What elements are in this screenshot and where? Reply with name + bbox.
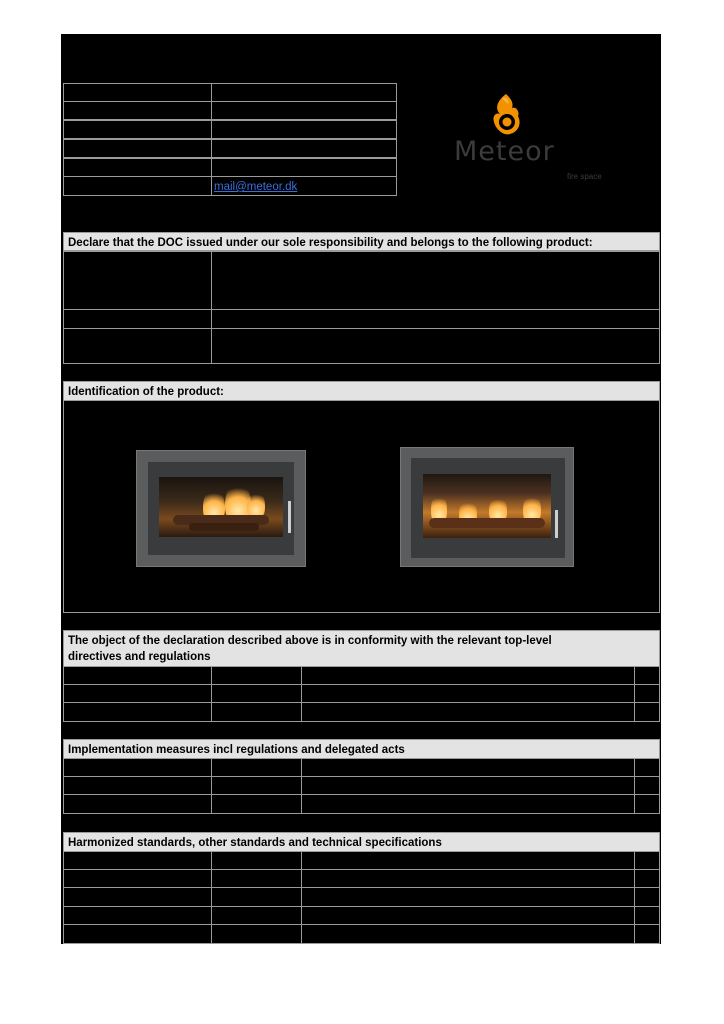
harmonized-row-5-col-4 (634, 924, 660, 944)
harmonized-row-1-col-2 (211, 851, 302, 870)
info-label-cell-6 (63, 176, 212, 196)
implementation-row-3-col-1 (63, 794, 212, 814)
harmonized-row-5-col-2 (211, 924, 302, 944)
implementation-row-3-col-4 (634, 794, 660, 814)
implementation-row-1-col-3 (301, 758, 635, 777)
info-label-cell-4 (63, 139, 212, 158)
logo-tagline: fire space (567, 172, 602, 181)
info-label-cell-1 (63, 83, 212, 102)
harmonized-row-5-col-1 (63, 924, 212, 944)
harmonized-row-3-col-2 (211, 887, 302, 907)
conformity-row-2-col-1 (63, 684, 212, 703)
email-link[interactable]: mail@meteor.dk (214, 181, 298, 193)
declaration-document (61, 34, 661, 944)
info-value-cell-4 (211, 139, 397, 158)
logo-brand-text: Meteor (454, 136, 555, 167)
harmonized-row-3-col-3 (301, 887, 635, 907)
conformity-row-1-col-3 (301, 666, 635, 685)
info-value-cell-3 (211, 120, 397, 139)
info-label-cell-3 (63, 120, 212, 139)
product-label-cell-3 (63, 328, 212, 364)
conformity-row-3-col-2 (211, 702, 302, 722)
product-value-cell-2 (211, 309, 660, 329)
harmonized-row-4-col-1 (63, 906, 212, 925)
implementation-section-header: Implementation measures incl regulations and delegated acts (63, 739, 660, 759)
harmonized-row-1-col-4 (634, 851, 660, 870)
conformity-row-1-col-4 (634, 666, 660, 685)
info-label-cell-2 (63, 101, 212, 120)
implementation-row-2-col-3 (301, 776, 635, 795)
implementation-row-2-col-1 (63, 776, 212, 795)
conformity-row-3-col-1 (63, 702, 212, 722)
identification-section-header: Identification of the product: (63, 381, 660, 401)
conformity-row-1-col-1 (63, 666, 212, 685)
info-label-cell-5 (63, 158, 212, 177)
implementation-row-2-col-2 (211, 776, 302, 795)
conformity-row-3-col-4 (634, 702, 660, 722)
flame-logo-icon (476, 90, 536, 138)
conformity-row-2-col-3 (301, 684, 635, 703)
harmonized-row-4-col-3 (301, 906, 635, 925)
conformity-section-header (63, 630, 660, 667)
stove-image-left (136, 450, 306, 567)
conformity-header-line1: The object of the declaration described above is in conformity with the relevant top-level (68, 635, 552, 647)
implementation-row-1-col-1 (63, 758, 212, 777)
stove-image-right (400, 447, 574, 567)
harmonized-row-2-col-1 (63, 869, 212, 888)
implementation-row-3-col-3 (301, 794, 635, 814)
implementation-row-3-col-2 (211, 794, 302, 814)
harmonized-row-5-col-3 (301, 924, 635, 944)
harmonized-row-4-col-2 (211, 906, 302, 925)
implementation-row-1-col-4 (634, 758, 660, 777)
harmonized-row-2-col-3 (301, 869, 635, 888)
implementation-row-1-col-2 (211, 758, 302, 777)
conformity-row-1-col-2 (211, 666, 302, 685)
product-label-cell-2 (63, 309, 212, 329)
conformity-row-3-col-3 (301, 702, 635, 722)
harmonized-row-1-col-1 (63, 851, 212, 870)
info-value-cell-2 (211, 101, 397, 120)
harmonized-row-3-col-4 (634, 887, 660, 907)
product-value-cell-1 (211, 251, 660, 310)
conformity-row-2-col-2 (211, 684, 302, 703)
implementation-row-2-col-4 (634, 776, 660, 795)
harmonized-row-2-col-2 (211, 869, 302, 888)
info-value-cell-5 (211, 158, 397, 177)
product-value-cell-3 (211, 328, 660, 364)
conformity-header-line2: directives and regulations (68, 651, 211, 663)
harmonized-row-4-col-4 (634, 906, 660, 925)
harmonized-section-header: Harmonized standards, other standards and technical specifications (63, 832, 660, 852)
harmonized-row-3-col-1 (63, 887, 212, 907)
product-label-cell-1 (63, 251, 212, 310)
declare-section-header: Declare that the DOC issued under our sole responsibility and belongs to the following product: (63, 232, 660, 251)
meteor-logo (449, 90, 639, 180)
harmonized-row-2-col-4 (634, 869, 660, 888)
info-value-cell-1 (211, 83, 397, 102)
email-cell (211, 176, 397, 196)
product-image-panel (63, 400, 660, 613)
harmonized-row-1-col-3 (301, 851, 635, 870)
conformity-row-2-col-4 (634, 684, 660, 703)
